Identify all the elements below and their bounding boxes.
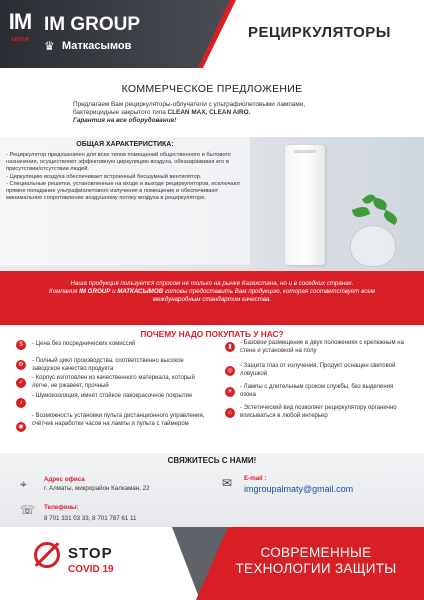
- market-statement: [0, 280, 424, 304]
- email-link[interactable]: imgroupalmaty@gmail.com: [244, 484, 354, 494]
- warranty-line: [73, 117, 373, 125]
- characteristic-item: - Специальные решетки, установленные на входе и выходе рециркуляторов, исключают прямое попадание ультрафиолетового излучения в помещение и обеспечивают минимальное сопротивление воздушному потоку воздуха в рециркуляторе.: [6, 181, 241, 201]
- reason-left-2: - Полный цикл производства, соответственно высокое заводское качество продукта: [32, 358, 184, 372]
- reason-left-1: - Цена без посреднических комиссий: [32, 341, 136, 347]
- im-logo-caption: GROUP: [10, 37, 30, 43]
- crown-icon: ♛: [44, 39, 55, 53]
- offer-line-2: [73, 109, 373, 117]
- lamp-icon: ☀: [225, 387, 235, 397]
- offer-text: [73, 101, 373, 125]
- phones-label: Телефоны:: [44, 504, 79, 511]
- address-label: Адрес офиса: [44, 476, 85, 483]
- mount-icon: ▮: [225, 342, 235, 352]
- interior-icon: ⌂: [225, 408, 235, 418]
- market-line-1: Наша продукция пользуется спросом не только на рынке Казахстана, но и в соседних странах.: [70, 280, 354, 287]
- reason-right-4: - Эстетический вид позволяет рециркулятору органично вписываться в любой интерьер: [240, 405, 397, 419]
- footer-slogan: [216, 545, 416, 577]
- warranty-text: Гарантия на все оборудование!: [73, 117, 177, 124]
- reason-right-2: - Защита глаз от излучения. Продукт оснащен световой ловушкой: [240, 363, 396, 377]
- offer-title: КОММЕРЧЕСКОЕ ПРЕДЛОЖЕНИЕ: [121, 83, 303, 95]
- offer-line-1: Предлагаем Вам рециркуляторы-облучатели с ультрафиолетовыми лампами,: [73, 101, 306, 108]
- covid-label: COVID 19: [68, 564, 114, 575]
- characteristic-item: - Циркуляцию воздуха обеспечивает встроенный бесшумный вентилятор.: [6, 173, 202, 180]
- recirculator-vent: [294, 150, 316, 153]
- characteristic-item: - Рециркулятор предназначен для всех типов помещений общественного и бытового назначения, осуществляет эффективную циркуляцию воздуха, обеззараживая его в присутствии/отсутствии людей.: [6, 152, 231, 172]
- reason-left-3: - Корпус изготовлен из качественного материала, который легче, не ржавеет, прочный: [32, 375, 195, 389]
- price-icon: $: [16, 340, 26, 350]
- remote-icon: ◉: [16, 422, 26, 432]
- address-value: г. Алматы, микрорайон Калкаман, 22: [44, 485, 150, 492]
- footer-slogan-line-1: СОВРЕМЕННЫЕ: [260, 545, 372, 560]
- market-line-2-and: и: [110, 288, 118, 295]
- why-buy-title: ПОЧЕМУ НАДО ПОКУПАТЬ У НАС?: [140, 329, 284, 339]
- phones-value[interactable]: 8 701 331 03 33, 8 701 787 61 11: [44, 515, 137, 522]
- stop-label: STOP: [68, 545, 113, 562]
- email-label: E-mail :: [244, 475, 267, 482]
- offer-line-2-text: бактерицидные закрытого типа: [73, 109, 168, 116]
- footer-slogan-line-2: ТЕХНОЛОГИИ ЗАЩИТЫ: [235, 561, 397, 576]
- email-icon: ✉: [222, 476, 233, 490]
- brand-title: IM GROUP: [44, 14, 141, 35]
- characteristics-heading: ОБЩАЯ ХАРАКТЕРИСТИКА:: [76, 141, 174, 148]
- reason-right-1: - Базовое размещение в двух положениях с крепежным на стене и установкой на полу: [240, 340, 404, 354]
- map-pin-icon: ⌖: [20, 477, 27, 491]
- reason-right-3: - Лампы с длительным сроком службы, без выделения озона: [240, 384, 394, 398]
- characteristics-list: [6, 152, 246, 203]
- market-line-2-suffix: готовы предоставить Вам продукцию, которая соответствует всем: [163, 288, 375, 295]
- factory-icon: ⚙: [16, 360, 26, 370]
- phone-icon: ☏: [20, 503, 36, 517]
- brand-subtitle: Маткасымов: [62, 40, 132, 52]
- reason-left-4: - Шумоизоляция, имеет стойкое лакокрасочное покрытие: [32, 393, 193, 399]
- im-logo-mark: IM: [8, 9, 32, 34]
- recirculator-image: [285, 145, 325, 265]
- sound-icon: ♪: [16, 398, 26, 408]
- market-line-3: международным стандартом качества.: [152, 296, 272, 303]
- market-line-2-prefix: Компания: [49, 288, 80, 295]
- page-title: РЕЦИРКУЛЯТОРЫ: [248, 24, 391, 41]
- reason-left-5: - Возможность установки пульта дистанционного управления, счётчик наработки часов на лампы и пульта с таймером: [32, 413, 205, 427]
- company-name-matkasymov: МАТКАСЫМОВ: [117, 288, 164, 295]
- product-names: CLEAN MAX, CLEAN AIRO.: [167, 109, 251, 116]
- shield-icon: ✓: [16, 378, 26, 388]
- contacts-title: СВЯЖИТЕСЬ С НАМИ!: [167, 456, 257, 465]
- market-line-2: [0, 288, 424, 296]
- eye-icon: ◎: [225, 366, 235, 376]
- company-name-im: IM GROUP: [79, 288, 111, 295]
- plant-leaves-image: [345, 195, 405, 240]
